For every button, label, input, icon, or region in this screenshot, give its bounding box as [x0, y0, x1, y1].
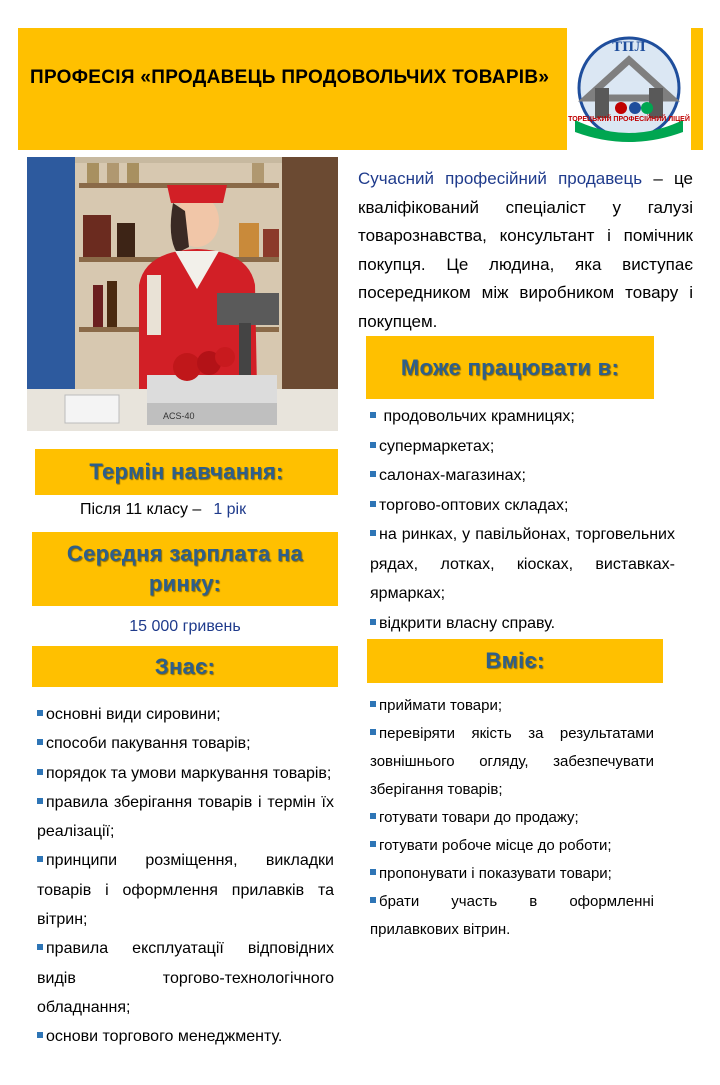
bullet-icon	[37, 739, 43, 745]
study-term-value: 1 рік	[213, 501, 247, 518]
bullet-icon	[370, 701, 376, 707]
list-item: продовольчих крамницях;	[370, 402, 675, 432]
work-places-heading: Може працювати в:	[400, 354, 620, 380]
knows-heading: Знає:	[154, 653, 216, 679]
bullet-icon	[370, 729, 376, 735]
list-item: приймати товари;	[370, 692, 654, 720]
skills-heading: Вміє:	[485, 648, 545, 673]
list-item: принципи розміщення, викладки товарів і оформлення прилавків та вітрин;	[37, 852, 334, 929]
bullet-icon	[370, 841, 376, 847]
intro-paragraph	[358, 165, 693, 336]
bullet-icon	[370, 813, 376, 819]
bullet-icon	[370, 442, 376, 448]
list-item: пропонувати і показувати товари;	[370, 860, 654, 888]
list-item: салонах-магазинах;	[370, 461, 675, 491]
list-item: на ринках, у павільйонах, торговельних рядах, лотках, кіосках, виставках-ярмарках;	[370, 526, 675, 602]
list-item: порядок та умови маркування товарів;	[37, 759, 334, 788]
salary-heading: Середня зарплата на ринку:	[66, 541, 304, 596]
bullet-icon	[370, 471, 376, 477]
logo-abbreviation: ТПЛ	[612, 40, 646, 55]
list-item: торгово-оптових складах;	[370, 491, 675, 521]
bullet-icon	[37, 798, 43, 804]
bullet-icon	[370, 897, 376, 903]
bullet-icon	[370, 869, 376, 875]
study-term-heading: Термін навчання:	[89, 459, 284, 484]
list-item: готувати робоче місце до роботи;	[370, 832, 654, 860]
work-places-heading-bar	[366, 336, 654, 399]
page-title: ПРОФЕСІЯ «ПРОДАВЕЦЬ ПРОДОВОЛЬЧИХ ТОВАРІВ»	[30, 67, 550, 88]
intro-text: – це кваліфікований спеціаліст у галузі товарознавства, консультант і помічник покупця. Це людина, яка виступає посередником між виробником товару і покупцем.	[358, 169, 693, 331]
bullet-icon	[37, 710, 43, 716]
salary-value: 15 000 гривень	[129, 618, 241, 635]
skills-list	[370, 692, 654, 944]
list-item: основи торгового менеджменту.	[37, 1022, 334, 1051]
bullet-icon	[370, 530, 376, 536]
bullet-icon	[370, 412, 376, 418]
list-item: правила зберігання товарів і термін їх реалізації;	[37, 793, 334, 841]
study-term-label: Після 11 класу –	[80, 501, 202, 518]
bullet-icon	[37, 944, 43, 950]
list-item: основні види сировини;	[37, 700, 334, 729]
bullet-icon	[37, 1032, 43, 1038]
list-item: перевіряти якість за результатами зовнішнього огляду, забезпечувати зберігання товарів;	[370, 725, 654, 798]
salary-heading-bar	[32, 532, 338, 606]
seller-photo	[27, 157, 338, 431]
work-places-list	[370, 402, 675, 638]
list-item: способи пакування товарів;	[37, 729, 334, 758]
scale-label: ACS-40	[163, 411, 195, 421]
skills-heading-bar	[367, 639, 663, 683]
list-item: правила експлуатації відповідних видів торгово-технологічного обладнання;	[37, 940, 334, 1016]
list-item: готувати товари до продажу;	[370, 804, 654, 832]
bullet-icon	[370, 619, 376, 625]
knows-heading-bar	[32, 646, 338, 687]
knows-list	[37, 700, 334, 1052]
logo-school-name: ТОРЕЦЬКИЙ ПРОФЕСІЙНИЙ ЛІЦЕЙ	[568, 116, 690, 123]
list-item: брати участь в оформленні прилавкових вітрин.	[370, 893, 654, 938]
list-item: супермаркетах;	[370, 432, 675, 462]
study-term-line	[80, 501, 246, 519]
bullet-icon	[37, 856, 43, 862]
study-term-heading-bar	[35, 449, 338, 495]
bullet-icon	[370, 501, 376, 507]
list-item: відкрити власну справу.	[370, 609, 675, 639]
bullet-icon	[37, 769, 43, 775]
school-logo	[567, 28, 691, 150]
intro-highlight: Сучасний професійний продавець	[358, 169, 643, 188]
